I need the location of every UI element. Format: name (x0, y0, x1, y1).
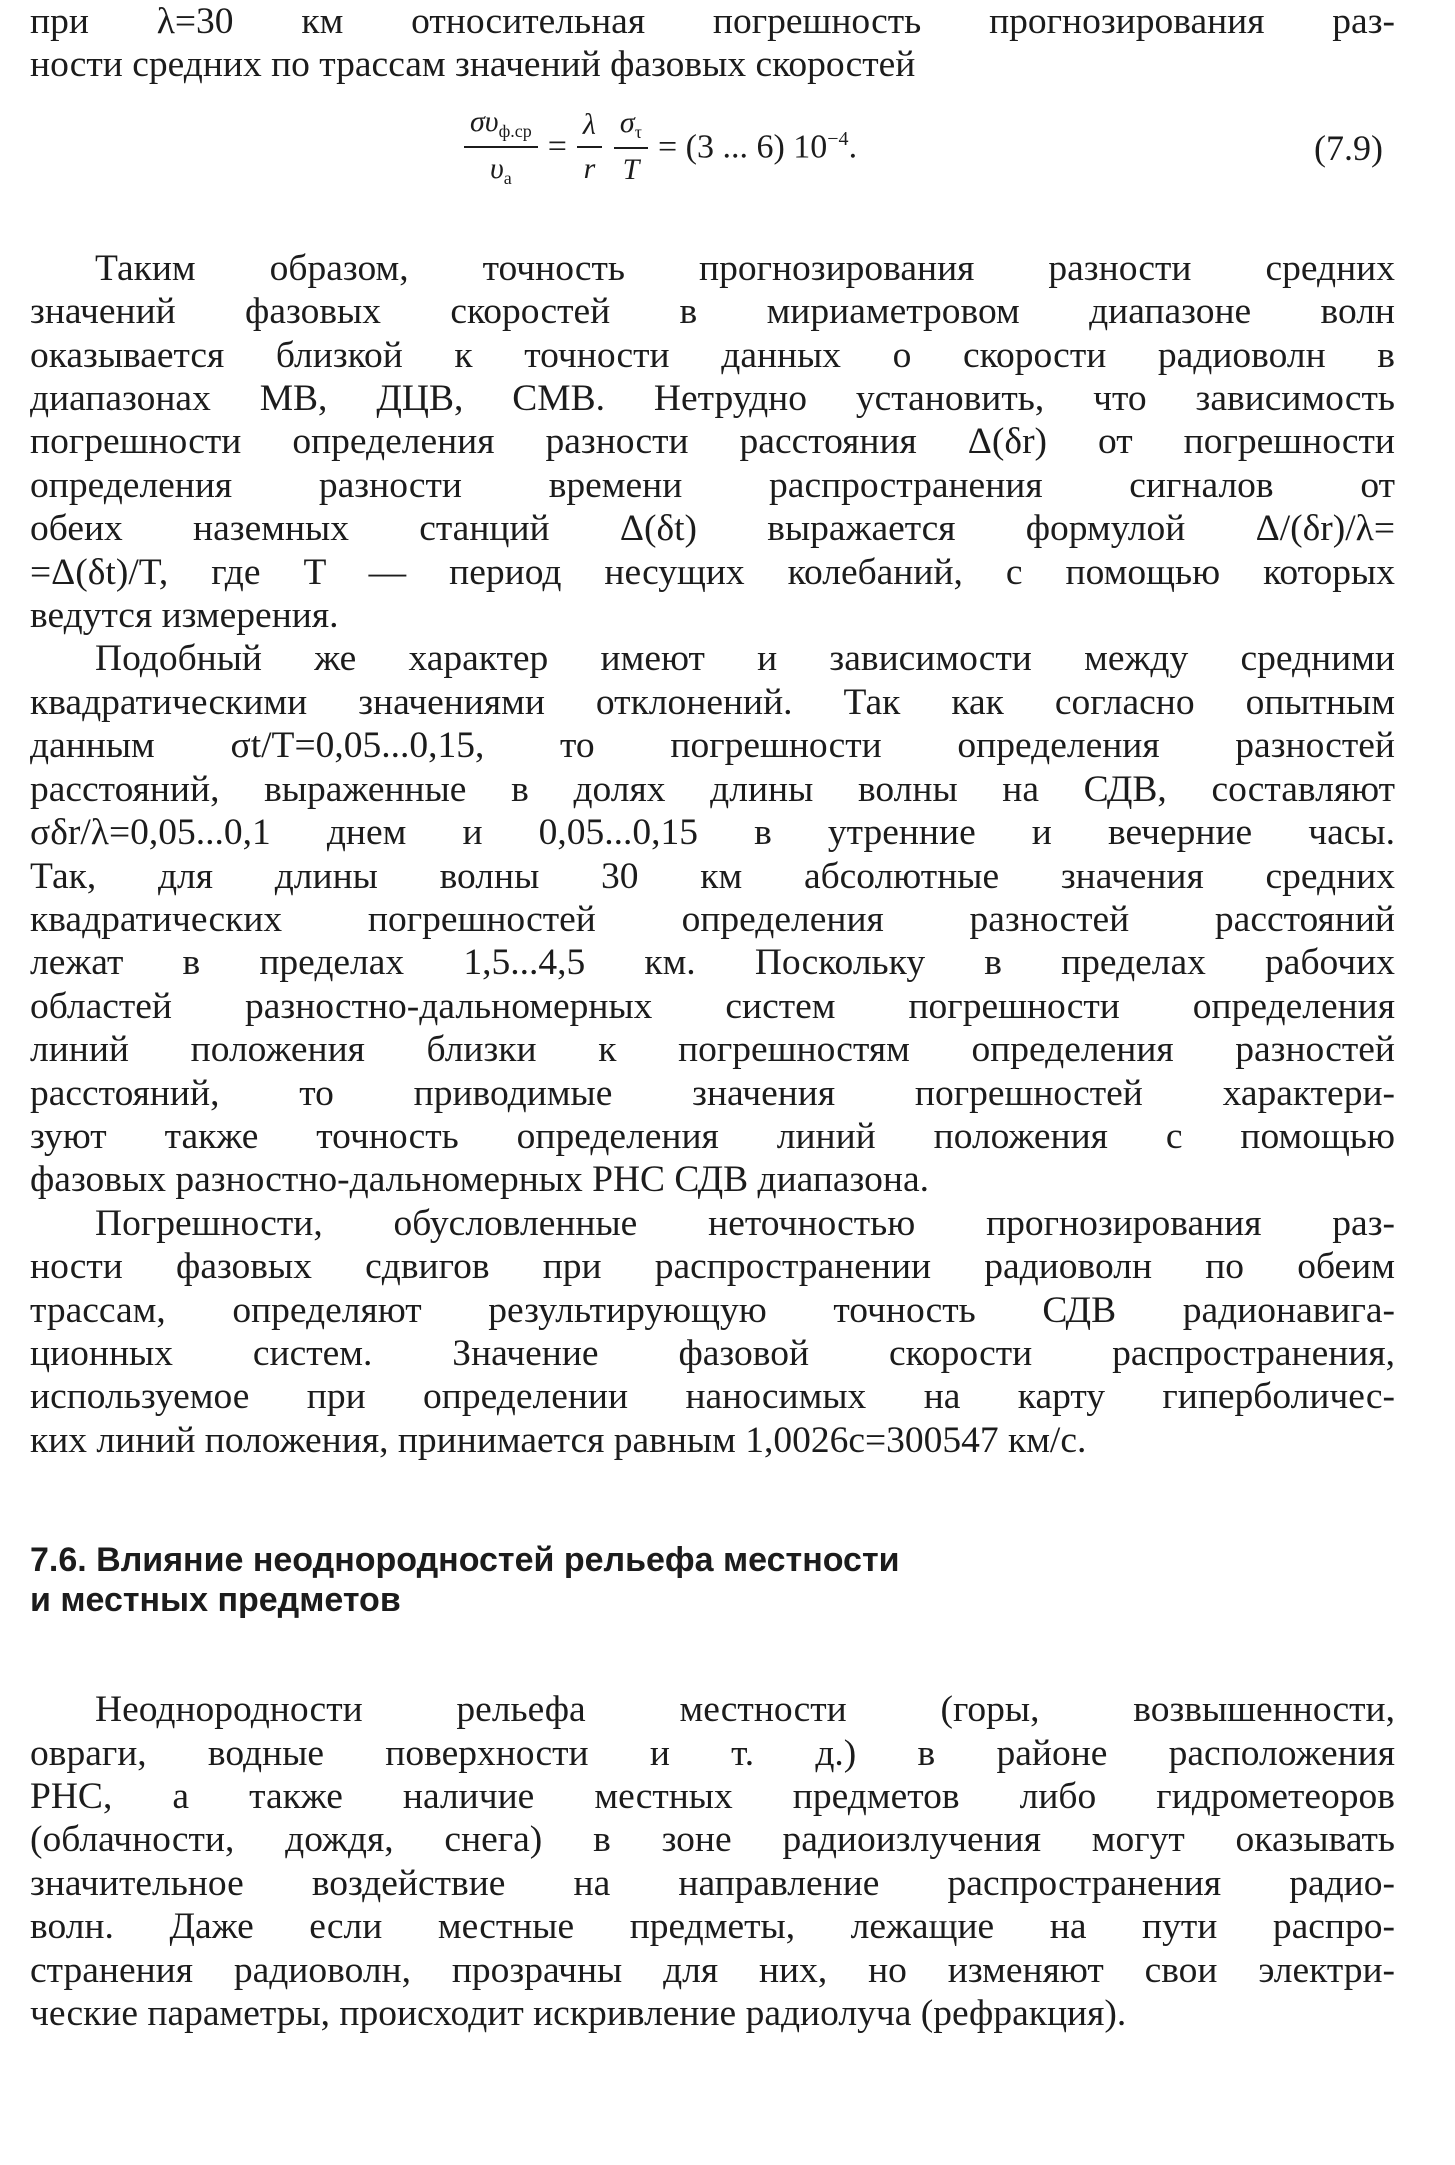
text-line: погрешности определения разности расстояния Δ(δr) от погрешности (30, 421, 1395, 463)
formula-rhs: = (3 ... 6) $10^{-4}$. (657, 127, 858, 165)
text-line: Погрешности, обусловленные неточностью прогнозирования раз- (95, 1202, 1395, 1244)
formula-fraction-sigma: $\frac{\sigma_\tau}{T}$ (614, 106, 648, 187)
text-line: данным σt/T=0,05...0,15, то погрешности определения разностей (30, 725, 1395, 767)
text-line: Так, для длины волны 30 км абсолютные значения средних (30, 855, 1395, 897)
text-line: квадратических погрешностей определения разностей расстояний (30, 898, 1395, 940)
section-heading (30, 1540, 1395, 1620)
text-line: σδr/λ=0,05...0,1 днем и 0,05...0,15 в утренние и вечерние часы. (30, 812, 1395, 854)
text-line: значительное воздействие на направление распространения радио- (30, 1862, 1395, 1904)
text-line: значений фазовых скоростей в мириаметровом диапазоне волн (30, 291, 1395, 333)
text-line: зуют также точность определения линий положения с помощью (30, 1115, 1395, 1157)
text-line: расстояний, выраженные в долях длины волны на СДВ, составляют (30, 768, 1395, 810)
paragraph-3 (30, 1202, 1395, 1462)
text-line: =Δ(δt)/T, где T — период несущих колебаний, с помощью которых (30, 551, 1395, 593)
section-heading-line: и местных предметов (30, 1581, 401, 1620)
text-line: линий положения близки к погрешностям определения разностей (30, 1029, 1395, 1071)
text-line: оказывается близкой к точности данных о скорости радиоволн в (30, 334, 1395, 376)
equation-number: (7.9) (1314, 127, 1383, 168)
text-line: ведутся измерения. (30, 595, 339, 637)
text-line: квадратическими значениями отклонений. Так как согласно опытным (30, 681, 1395, 723)
text-line: областей разностно-дальномерных систем погрешности определения (30, 985, 1395, 1027)
formula-equals: = (547, 127, 567, 165)
section-heading-line: 7.6. Влияние неоднородностей рельефа местности (30, 1541, 900, 1580)
text-line: ционных систем. Значение фазовой скорости распространения, (30, 1332, 1395, 1374)
text-line: (облачности, дождя, снега) в зоне радиоизлучения могут оказывать (30, 1819, 1395, 1861)
text-line: Подобный же характер имеют и зависимости между средними (95, 638, 1395, 680)
text-line: лежат в пределах 1,5...4,5 км. Поскольку в пределах рабочих (30, 942, 1395, 984)
text-line: трассам, определяют результирующую точность СДВ радионавига- (30, 1289, 1395, 1331)
text-line: используемое при определении наносимых на карту гиперболичес- (30, 1376, 1395, 1418)
document-page (30, 0, 1395, 2035)
text-line: Таким образом, точность прогнозирования разности средних (95, 247, 1395, 289)
text-line: фазовых разностно-дальномерных РНС СДВ диапазона. (30, 1159, 929, 1201)
text-line: расстояний, то приводимые значения погрешностей характери- (30, 1072, 1395, 1114)
text-line: ности фазовых сдвигов при распространении радиоволн по обеим (30, 1246, 1395, 1288)
formula-expression (458, 97, 857, 197)
text-line: при λ=30 км относительная погрешность прогнозирования раз- (30, 1, 1395, 42)
text-line: странения радиоволн, прозрачны для них, но изменяют свои электри- (30, 1949, 1395, 1991)
intro-paragraph (30, 0, 1395, 87)
text-line: овраги, водные поверхности и т. д.) в районе расположения (30, 1732, 1395, 1774)
text-line: РНС, а также наличие местных предметов либо гидрометеоров (30, 1776, 1395, 1817)
paragraph-1 (30, 247, 1395, 638)
formula-fraction-lambda: $\frac{\lambda}{r}$ (577, 108, 602, 186)
formula-7-9 (30, 97, 1395, 207)
text-line: диапазонах МВ, ДЦВ, СМВ. Нетрудно установить, что зависимость (30, 378, 1395, 420)
section-paragraph (30, 1688, 1395, 2035)
text-line: Неоднородности рельефа местности (горы, возвышенности, (95, 1689, 1395, 1731)
text-line: волн. Даже если местные предметы, лежащие на пути распро- (30, 1906, 1395, 1948)
text-line: ческие параметры, происходит искривление радиолуча (рефракция). (30, 1993, 1127, 2035)
text-line: ких линий положения, принимается равным 1,0026c=300547 км/с. (30, 1419, 1087, 1461)
text-line: ности средних по трассам значений фазовых скоростей (30, 44, 916, 86)
paragraph-2 (30, 637, 1395, 1201)
text-line: определения разности времени распространения сигналов от (30, 464, 1395, 506)
formula-fraction-velocity: $\frac{\sigma\upsilon_{ф.ср}}{\upsilon_a}$ (464, 105, 538, 189)
text-line: обеих наземных станций Δ(δt) выражается формулой Δ/(δr)/λ= (30, 508, 1395, 550)
